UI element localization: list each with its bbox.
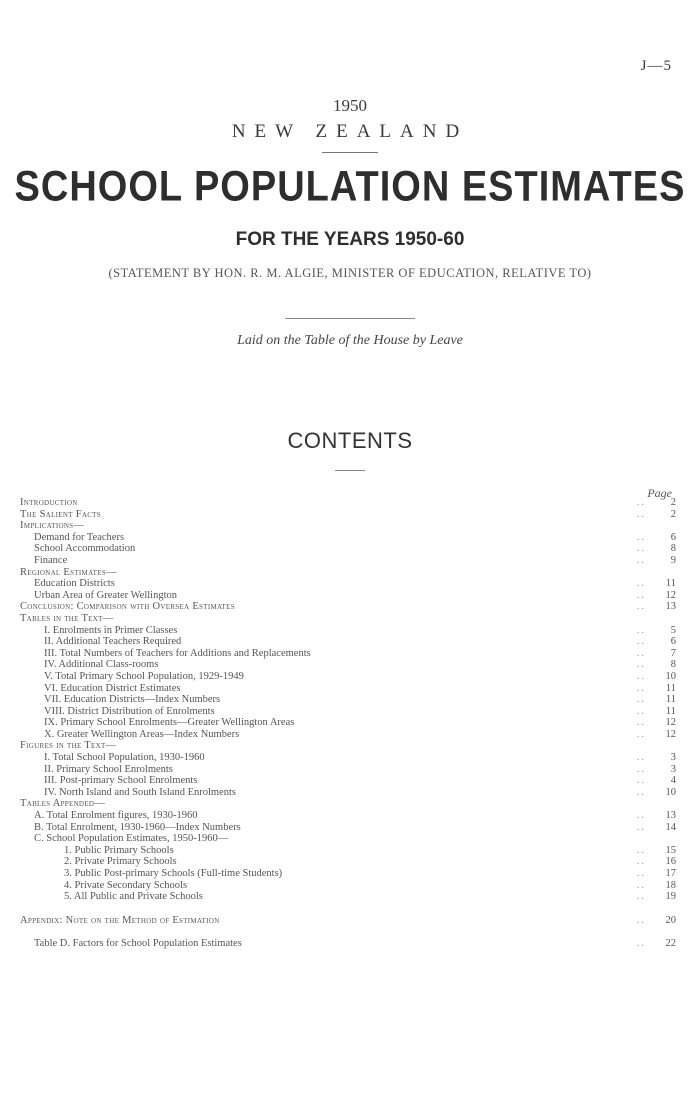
toc-leader-dots: .. — [636, 717, 646, 729]
toc-entry-page: 12 — [665, 728, 676, 740]
toc-entry-page: 19 — [665, 891, 676, 903]
toc-entry-title: Implications— — [20, 520, 85, 532]
toc-entry-title: The Salient Facts — [20, 508, 101, 520]
toc-entry-title: IX. Primary School Enrolments—Greater Wellington Areas — [44, 717, 295, 729]
toc-entry-title: Regional Estimates— — [20, 566, 117, 578]
toc-entry-page: 2 — [670, 497, 676, 508]
toc-entry-title: V. Total Primary School Population, 1929-1949 — [44, 670, 244, 682]
toc-entry-title: II. Primary School Enrolments — [44, 763, 173, 775]
toc-leader-dots: .. — [636, 891, 646, 903]
toc-entry-title: School Accommodation — [34, 543, 136, 555]
toc-entry — [20, 798, 676, 810]
toc-entry-title: VII. Education Districts—Index Numbers — [44, 694, 221, 706]
toc-entry-title: C. School Population Estimates, 1950-1960— — [34, 833, 229, 845]
toc-entry-page: 17 — [665, 868, 676, 879]
toc-entry — [20, 787, 676, 799]
toc-entry — [20, 520, 676, 532]
main-title: SCHOOL POPULATION ESTIMATES — [14, 163, 686, 211]
toc-entry-page: 20 — [665, 914, 676, 926]
toc-entry-page: 15 — [665, 844, 676, 856]
toc-entry-page: 3 — [670, 763, 676, 775]
toc-entry — [20, 683, 676, 695]
toc-entry-title: Demand for Teachers — [34, 531, 125, 543]
toc-entry-title: Education Districts — [34, 578, 115, 590]
toc-entry — [20, 764, 676, 776]
toc-entry — [20, 625, 676, 637]
toc-entry — [20, 509, 676, 521]
toc-entry-title: IV. North Island and South Island Enrolments — [44, 786, 236, 798]
toc-entry-title: X. Greater Wellington Areas—Index Numbers — [44, 728, 240, 740]
toc-entry — [20, 567, 676, 579]
toc-entry — [20, 601, 676, 613]
toc-entry-page: 11 — [665, 578, 676, 590]
toc-entry-page: 12 — [665, 717, 676, 729]
toc-entry-page: 3 — [670, 752, 676, 764]
toc-leader-dots: .. — [636, 821, 646, 833]
toc-spacer — [20, 903, 676, 915]
divider — [335, 470, 365, 471]
toc-entry-page: 5 — [670, 624, 676, 636]
toc-entry — [20, 555, 676, 567]
toc-leader-dots: .. — [636, 856, 646, 868]
toc-leader-dots: .. — [636, 531, 646, 543]
toc-entry — [20, 740, 676, 752]
toc-leader-dots: .. — [636, 694, 646, 706]
toc-spacer — [20, 926, 676, 938]
toc-entry-page: 22 — [665, 938, 676, 950]
toc-entry — [20, 497, 676, 509]
sub-title: FOR THE YEARS 1950-60 — [235, 229, 465, 250]
toc-entry-page: 11 — [665, 705, 676, 717]
toc-leader-dots: .. — [636, 589, 646, 601]
toc-entry — [20, 717, 676, 729]
toc-entry — [20, 590, 676, 602]
toc-leader-dots: .. — [636, 938, 646, 950]
toc-leader-dots: .. — [636, 763, 646, 775]
toc-entry-title: 5. All Public and Private Schools — [64, 891, 203, 903]
toc-entry-page: 8 — [670, 543, 676, 555]
toc-leader-dots: .. — [636, 914, 646, 926]
toc-leader-dots: .. — [636, 810, 646, 822]
toc-entry-page: 4 — [670, 775, 676, 787]
toc-entry — [20, 613, 676, 625]
toc-entry-title: II. Additional Teachers Required — [44, 636, 182, 648]
toc-entry-page: 6 — [670, 531, 676, 543]
toc-leader-dots: .. — [636, 554, 646, 566]
toc-entry — [20, 706, 676, 718]
toc-entry-title: I. Enrolments in Primer Classes — [44, 624, 178, 636]
toc-leader-dots: .. — [636, 879, 646, 891]
toc-entry-title: VIII. District Distribution of Enrolments — [44, 705, 215, 717]
toc-entry-title: Urban Area of Greater Wellington — [34, 589, 177, 601]
toc-leader-dots: .. — [636, 844, 646, 856]
toc-entry — [20, 810, 676, 822]
toc-entry — [20, 532, 676, 544]
toc-entry — [20, 856, 676, 868]
toc-entry-title: B. Total Enrolment, 1930-1960—Index Numbers — [34, 821, 241, 833]
toc-entry — [20, 729, 676, 741]
toc-entry-page: 11 — [665, 682, 676, 694]
toc-entry — [20, 833, 676, 845]
toc-entry — [20, 578, 676, 590]
toc-entry-title: 3. Public Post-primary Schools (Full-time Students) — [64, 868, 283, 879]
toc-leader-dots: .. — [636, 670, 646, 682]
toc-entry-title: Conclusion: Comparison with Oversea Estimates — [20, 601, 235, 613]
toc-leader-dots: .. — [636, 636, 646, 648]
toc-entry-page: 8 — [670, 659, 676, 671]
toc-entry-title: Appendix: Note on the Method of Estimation — [20, 914, 220, 926]
toc-entry — [20, 752, 676, 764]
toc-entry — [20, 775, 676, 787]
divider — [285, 318, 415, 319]
divider — [322, 152, 378, 153]
toc-entry-page: 10 — [665, 670, 676, 682]
toc-entry — [20, 915, 676, 927]
toc-leader-dots: .. — [636, 775, 646, 787]
toc-entry-title: III. Total Numbers of Teachers for Additions and Replacements — [44, 647, 311, 659]
toc-entry-page: 16 — [665, 856, 676, 868]
toc-leader-dots: .. — [636, 601, 646, 613]
statement-line: (STATEMENT BY HON. R. M. ALGIE, MINISTER OF EDUCATION, RELATIVE TO) — [108, 266, 592, 280]
toc-entry-title: 4. Private Secondary Schools — [64, 879, 188, 891]
toc-entry-page: 2 — [670, 508, 676, 520]
toc-entry-title: Introduction — [20, 497, 78, 508]
toc-entry-title: III. Post-primary School Enrolments — [44, 775, 198, 787]
toc-leader-dots: .. — [636, 624, 646, 636]
toc-entry — [20, 822, 676, 834]
toc-entry-page: 18 — [665, 879, 676, 891]
toc-leader-dots: .. — [636, 543, 646, 555]
contents-heading: CONTENTS — [287, 428, 413, 453]
toc-leader-dots: .. — [636, 647, 646, 659]
toc-entry-title: Tables Appended— — [20, 798, 106, 810]
laid-on-table-note: Laid on the Table of the House by Leave — [237, 333, 463, 348]
toc-entry-page: 14 — [665, 821, 676, 833]
toc-entry-title: Tables in the Text— — [20, 612, 114, 624]
toc-entry — [20, 938, 676, 950]
toc-entry — [20, 659, 676, 671]
toc-entry-title: Table D. Factors for School Population Estimates — [34, 938, 242, 950]
toc-entry — [20, 845, 676, 857]
toc-entry-page: 11 — [665, 694, 676, 706]
toc-leader-dots: .. — [636, 578, 646, 590]
toc-entry-title: 1. Public Primary Schools — [64, 844, 174, 856]
country: NEW ZEALAND — [231, 121, 469, 142]
year: 1950 — [333, 96, 367, 115]
toc-entry-title: I. Total School Population, 1930-1960 — [44, 752, 205, 764]
toc-leader-dots: .. — [636, 497, 646, 508]
toc-entry — [20, 671, 676, 683]
toc-entry — [20, 636, 676, 648]
toc-entry-page: 6 — [670, 636, 676, 648]
toc-entry-title: Finance — [34, 554, 68, 566]
toc-entry-page: 10 — [665, 786, 676, 798]
table-of-contents — [20, 497, 676, 950]
page-number: J—5 — [640, 58, 672, 74]
page-column-label: Page — [647, 486, 672, 500]
toc-entry-page: 12 — [665, 589, 676, 601]
toc-entry — [20, 868, 676, 880]
toc-entry — [20, 694, 676, 706]
toc-entry-title: Figures in the Text— — [20, 740, 117, 752]
toc-entry-title: A. Total Enrolment figures, 1930-1960 — [34, 810, 198, 822]
toc-entry-title: VI. Education District Estimates — [44, 682, 181, 694]
toc-entry — [20, 891, 676, 903]
toc-leader-dots: .. — [636, 682, 646, 694]
toc-entry-page: 7 — [670, 647, 676, 659]
toc-entry — [20, 543, 676, 555]
toc-entry-page: 13 — [665, 810, 676, 822]
toc-entry-title: 2. Private Primary Schools — [64, 856, 177, 868]
toc-entry-page: 13 — [665, 601, 676, 613]
toc-entry — [20, 880, 676, 892]
toc-leader-dots: .. — [636, 508, 646, 520]
toc-leader-dots: .. — [636, 786, 646, 798]
toc-leader-dots: .. — [636, 659, 646, 671]
toc-leader-dots: .. — [636, 752, 646, 764]
toc-entry-title: IV. Additional Class-rooms — [44, 659, 159, 671]
toc-entry-page: 9 — [670, 554, 676, 566]
toc-leader-dots: .. — [636, 868, 646, 879]
toc-leader-dots: .. — [636, 705, 646, 717]
toc-entry — [20, 648, 676, 660]
toc-leader-dots: .. — [636, 728, 646, 740]
